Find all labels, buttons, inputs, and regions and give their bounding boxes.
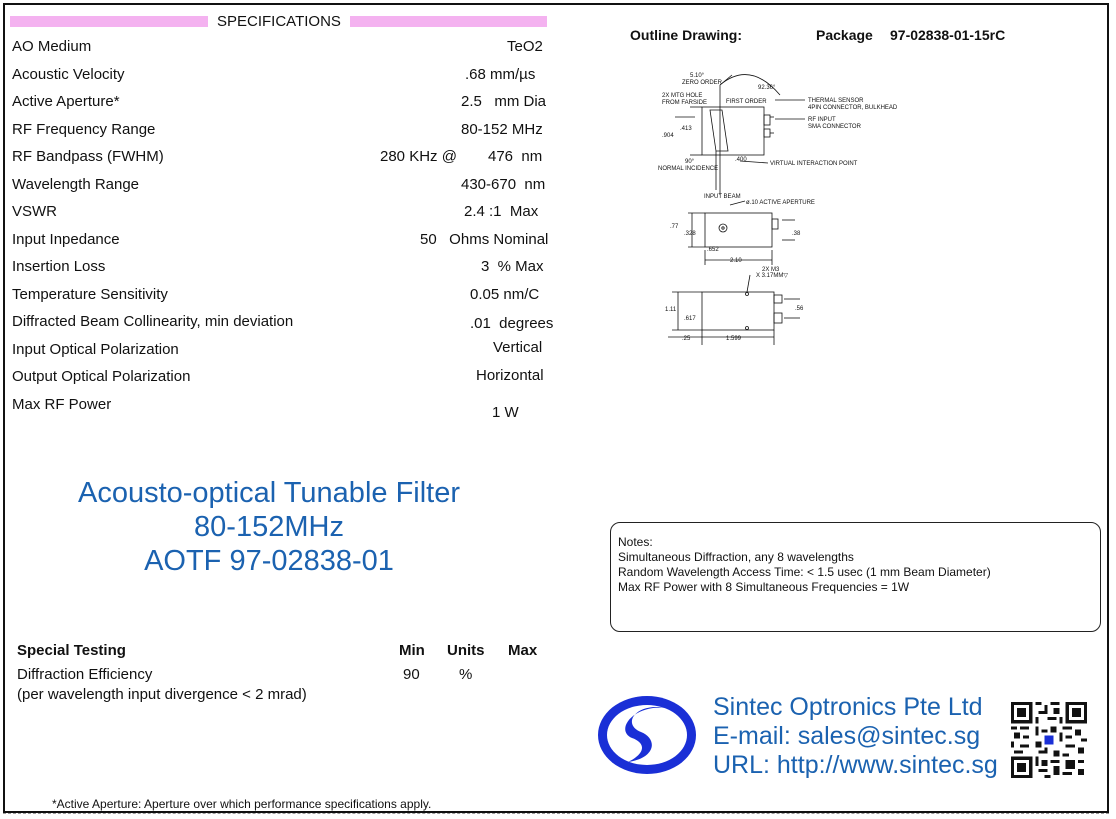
footnote: *Active Aperture: Aperture over which performance specifications apply. xyxy=(52,797,432,811)
special-testing-heading: Special Testing xyxy=(17,642,126,659)
product-title-line3: AOTF 97-02838-01 xyxy=(144,545,394,577)
package-number: 97-02838-01-15rC xyxy=(890,27,1006,43)
spec-row-output-polarization xyxy=(12,368,557,388)
spec-label: VSWR xyxy=(12,203,57,220)
column-max: Max xyxy=(508,642,538,659)
note-line: Random Wavelength Access Time: < 1.5 usec (1 mm Beam Diameter) xyxy=(618,565,991,579)
notes-title: Notes: xyxy=(618,535,653,549)
label-active-aperture: ø.10 ACTIVE APERTURE xyxy=(746,200,815,206)
spec-value: 3 % Max xyxy=(481,258,544,275)
spec-value: 2.4 :1 Max xyxy=(464,203,539,220)
header-bar-left xyxy=(10,16,208,27)
label-904: .904 xyxy=(662,133,674,139)
spec-value: Horizontal xyxy=(476,367,544,384)
label-rf-input: RF INPUT SMA CONNECTOR xyxy=(808,117,861,130)
thermal-connector xyxy=(764,115,770,125)
product-title-line2: 80-152MHz xyxy=(194,511,344,543)
label-mtg-hole: 2X MTG HOLE FROM FARSIDE xyxy=(662,93,708,106)
specifications-heading: SPECIFICATIONS xyxy=(217,13,341,30)
spec-value: .01 degrees xyxy=(470,315,554,332)
spec-label: AO Medium xyxy=(12,38,92,55)
spec-label: Wavelength Range xyxy=(12,176,140,193)
spec-value: 1 W xyxy=(492,404,519,421)
spec-label: Acoustic Velocity xyxy=(12,66,125,83)
spec-value: 50 Ohms Nominal xyxy=(420,231,549,248)
label-38: .38 xyxy=(792,231,801,237)
spec-row-wavelength-range xyxy=(12,176,557,196)
spec-label: Insertion Loss xyxy=(12,258,106,275)
company-email[interactable]: E-mail: sales@sintec.sg xyxy=(713,722,981,750)
label-413: .413 xyxy=(680,126,692,132)
label-virtual-point: VIRTUAL INTERACTION POINT xyxy=(770,161,858,167)
product-title xyxy=(30,476,508,578)
outline-drawing xyxy=(650,55,920,350)
bottom-view-body xyxy=(702,292,774,330)
label-first-order: FIRST ORDER xyxy=(726,99,767,105)
label-1599: 1.599 xyxy=(726,336,742,342)
label-56: .56 xyxy=(795,306,804,312)
note-line: Max RF Power with 8 Simultaneous Frequencies = 1W xyxy=(618,580,910,594)
company-info xyxy=(713,693,998,780)
package-label: Package xyxy=(816,27,873,43)
label-210: 2.10 xyxy=(730,258,742,264)
spec-value: 2.5 mm Dia xyxy=(461,93,547,110)
spec-label: Diffracted Beam Collinearity, min deviation xyxy=(12,313,294,330)
spec-value: 280 KHz @ xyxy=(380,148,457,165)
label-m3: 2X M3 X 3.17MM▽ xyxy=(756,267,788,279)
spec-value: Vertical xyxy=(493,339,543,356)
spec-value: 430-670 nm xyxy=(461,176,546,193)
spec-label: Max RF Power xyxy=(12,396,112,413)
top-view-body xyxy=(702,107,764,155)
label-652: .652 xyxy=(707,247,719,253)
column-units: Units xyxy=(447,642,485,659)
spec-label: Temperature Sensitivity xyxy=(12,286,168,303)
note-line: Simultaneous Diffraction, any 8 wavelengths xyxy=(618,550,854,564)
spec-label: Active Aperture* xyxy=(12,93,120,110)
spec-label: RF Frequency Range xyxy=(12,121,156,138)
spec-value: TeO2 xyxy=(507,38,543,55)
spec-row-temperature xyxy=(12,286,557,306)
crystal-outline xyxy=(710,110,728,151)
spec-row-rf-bandpass xyxy=(12,148,557,168)
spec-row-rf-frequency xyxy=(12,121,557,141)
spec-row-active-aperture xyxy=(12,93,557,113)
label-328: .328 xyxy=(684,231,696,237)
label-111: 1.11 xyxy=(665,307,677,313)
drawing-labels xyxy=(658,73,898,342)
label-angle: 92.36° xyxy=(758,85,776,91)
diffraction-efficiency-label: Diffraction Efficiency xyxy=(17,666,153,683)
rf-connector xyxy=(764,129,770,137)
spec-row-input-polarization xyxy=(12,341,557,361)
side-view-body xyxy=(705,213,772,247)
spec-row-vswr xyxy=(12,203,557,223)
label-input-beam: INPUT BEAM xyxy=(704,194,741,200)
aperture-circle xyxy=(719,224,727,232)
specifications-header xyxy=(10,13,547,31)
label-400: .400 xyxy=(735,157,747,163)
spec-row-insertion-loss xyxy=(12,258,557,278)
spec-row-acoustic-velocity xyxy=(12,66,557,86)
sintec-logo xyxy=(596,694,698,776)
notes-box xyxy=(610,522,1101,632)
outline-drawing-title: Outline Drawing: xyxy=(630,27,742,43)
diffraction-efficiency-min: 90 xyxy=(403,666,420,683)
diffraction-efficiency-units: % xyxy=(459,666,473,683)
spec-row-ao-medium xyxy=(12,38,557,58)
spec-label: Output Optical Polarization xyxy=(12,368,191,385)
company-url[interactable]: URL: http://www.sintec.sg xyxy=(713,751,998,779)
spec-row-input-impedance xyxy=(12,231,557,251)
label-77: .77 xyxy=(670,224,679,230)
label-25: .25 xyxy=(682,336,691,342)
header-bar-right xyxy=(350,16,547,27)
qr-code xyxy=(1011,702,1087,778)
label-zero-order: 5.10° ZERO ORDER xyxy=(682,73,723,86)
spec-label: Input Inpedance xyxy=(12,231,120,248)
spec-value: 80-152 MHz xyxy=(461,121,543,138)
spec-value: 0.05 nm/C xyxy=(470,286,540,303)
company-name: Sintec Optronics Pte Ltd xyxy=(713,693,983,721)
bottom-rule xyxy=(3,813,1109,818)
diffraction-efficiency-note: (per wavelength input divergence < 2 mrad) xyxy=(17,686,307,703)
column-min: Min xyxy=(399,642,425,659)
spec-row-collinearity xyxy=(12,313,557,333)
spec-value-wavelength: 476 nm xyxy=(488,148,543,165)
spec-label: RF Bandpass (FWHM) xyxy=(12,148,164,165)
spec-label: Input Optical Polarization xyxy=(12,341,179,358)
label-617: .617 xyxy=(684,316,696,322)
spec-row-max-rf-power xyxy=(12,396,557,421)
product-title-line1: Acousto-optical Tunable Filter xyxy=(77,477,461,509)
label-thermal: THERMAL SENSOR 4PIN CONNECTOR, BULKHEAD xyxy=(808,98,898,111)
label-normal: 90° NORMAL INCIDENCE xyxy=(658,159,719,172)
spec-value: .68 mm/µs xyxy=(465,66,536,83)
